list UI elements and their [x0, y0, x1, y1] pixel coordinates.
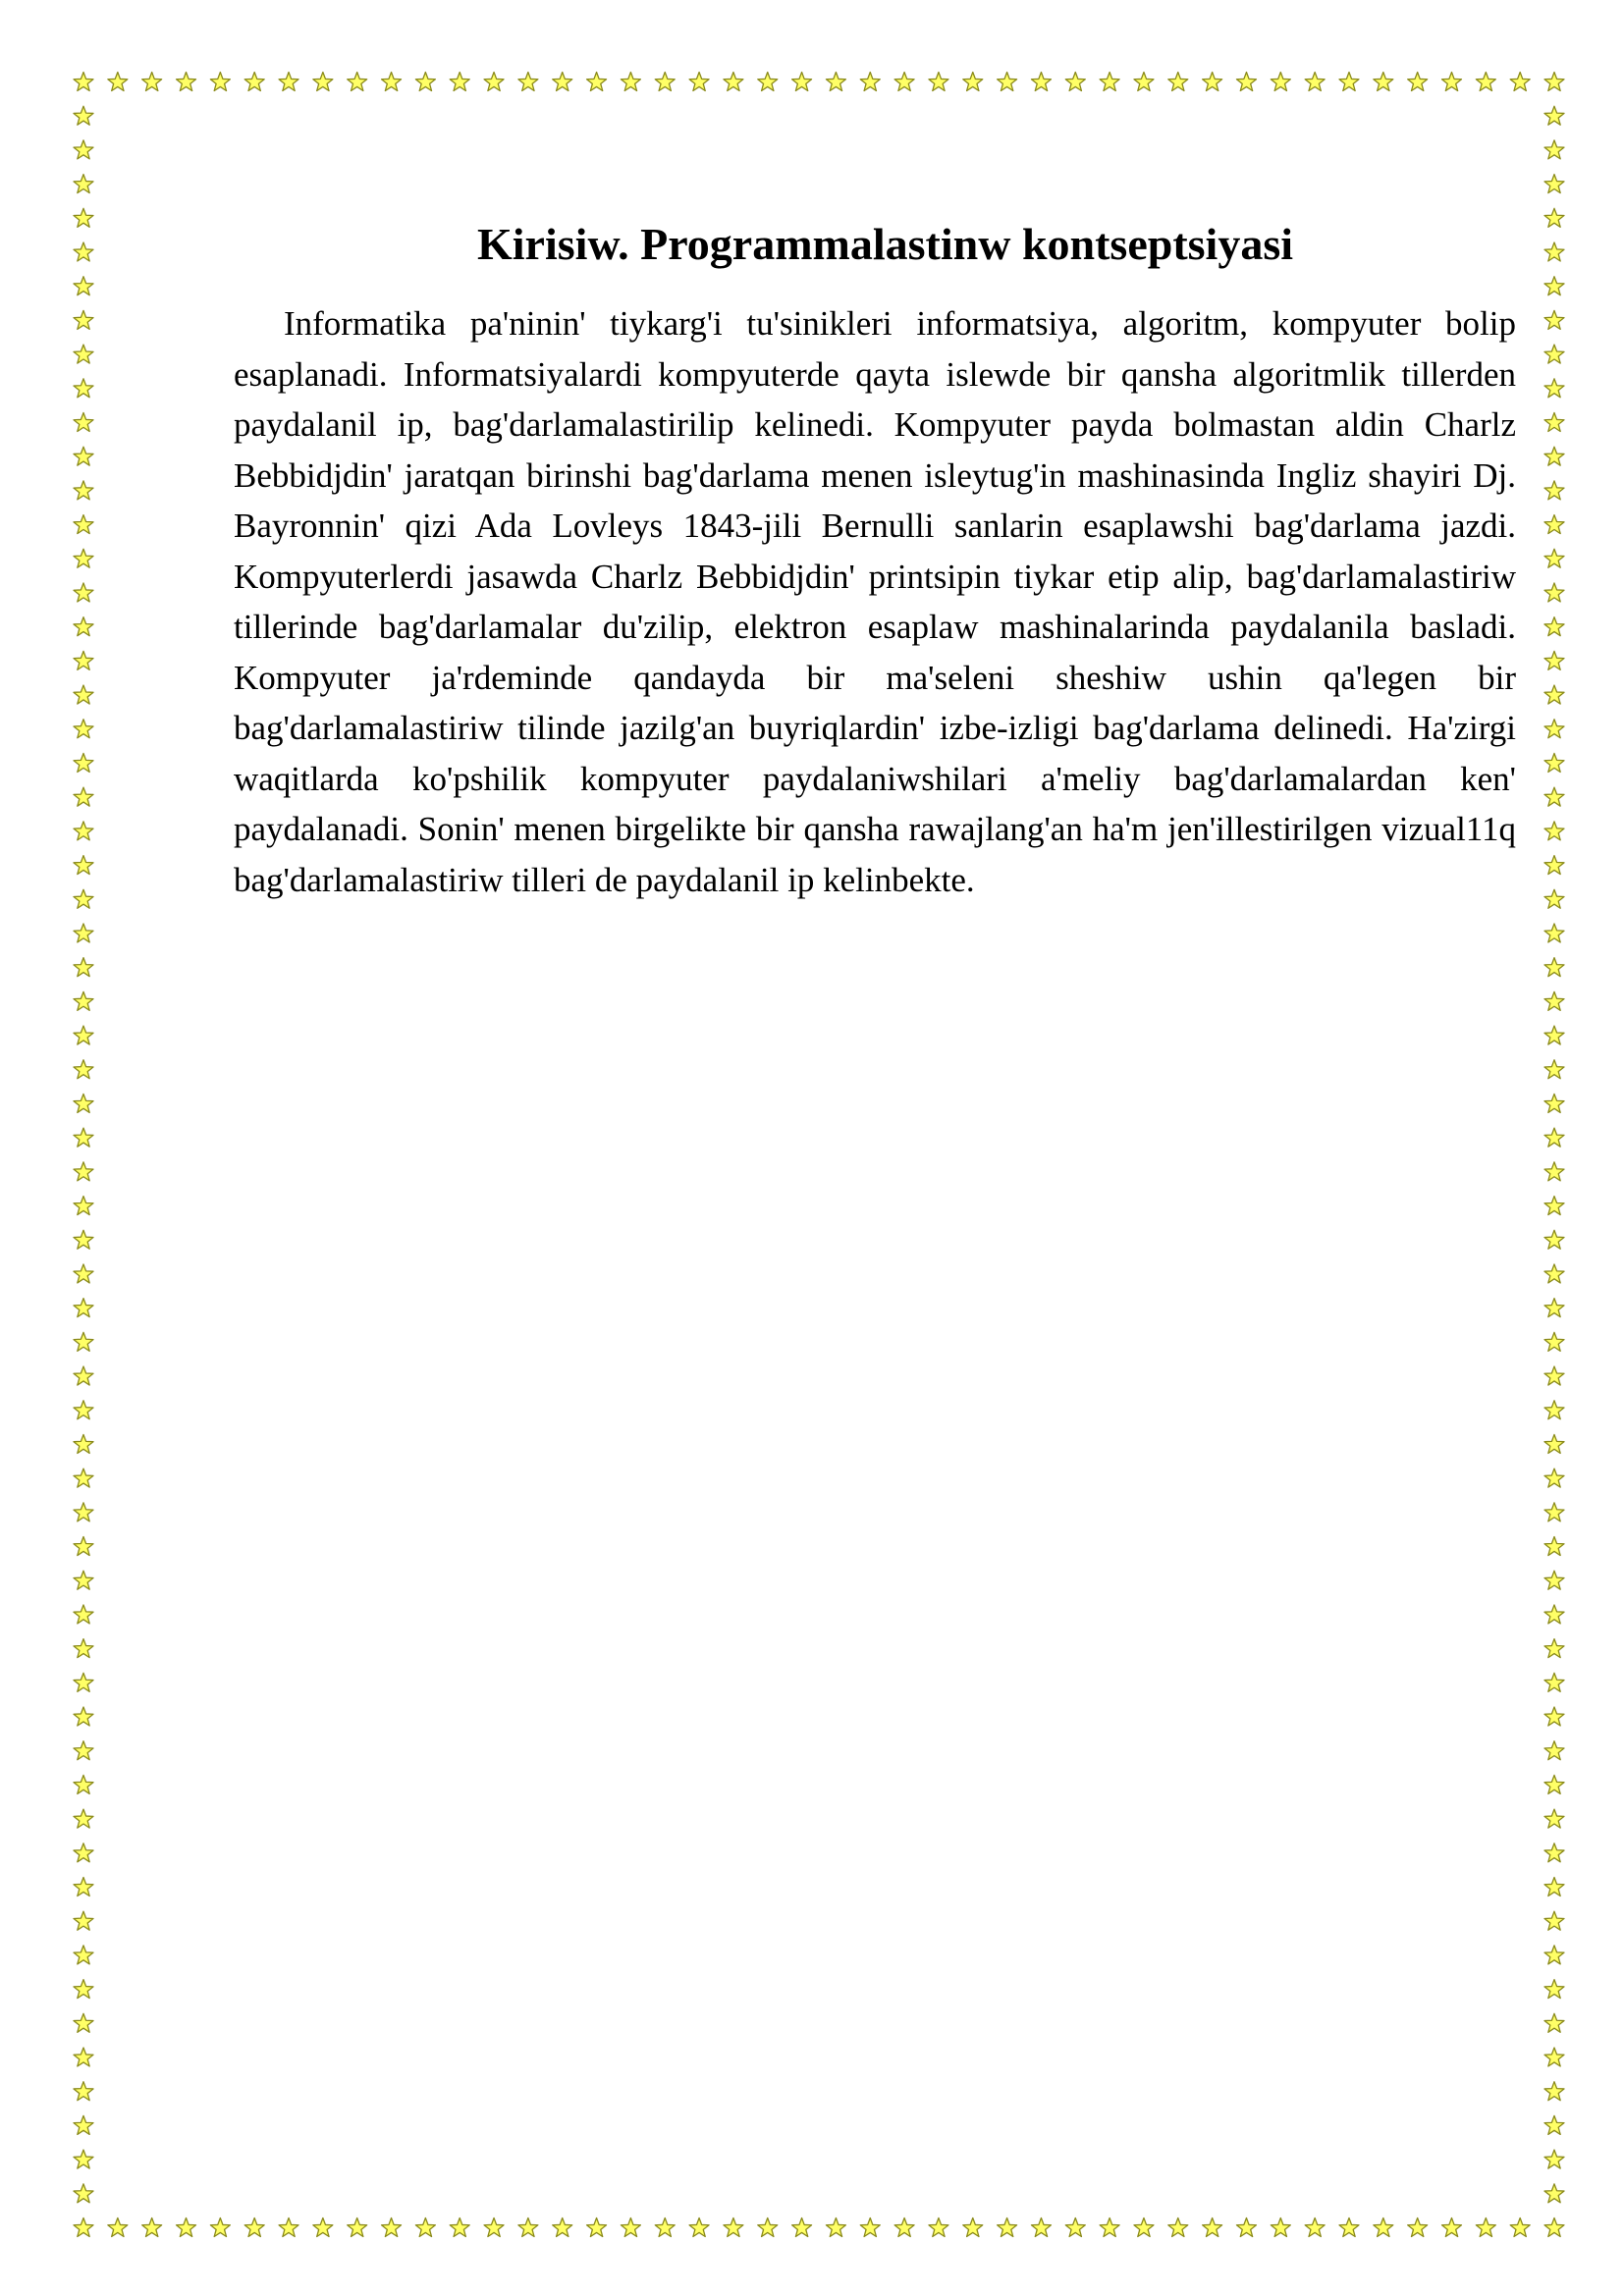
- border-star-icon: [1374, 2218, 1393, 2237]
- border-star-icon: [1442, 73, 1462, 91]
- border-star-icon: [74, 1741, 93, 1760]
- border-star-icon: [210, 2218, 230, 2237]
- border-star-icon: [74, 481, 93, 500]
- border-star-icon: [1544, 1230, 1564, 1249]
- border-star-icon: [1544, 889, 1564, 908]
- border-star-icon: [1408, 2218, 1428, 2237]
- border-star-icon: [484, 73, 504, 91]
- border-star-icon: [244, 2218, 264, 2237]
- border-star-icon: [553, 2218, 572, 2237]
- border-star-icon: [74, 787, 93, 806]
- border-star-icon: [1544, 2218, 1564, 2237]
- border-star-icon: [74, 991, 93, 1010]
- border-star-icon: [1544, 1128, 1564, 1147]
- border-star-icon: [74, 1571, 93, 1589]
- border-star-icon: [313, 73, 333, 91]
- border-star-icon: [1476, 73, 1495, 91]
- border-star-icon: [1544, 1673, 1564, 1691]
- border-star-icon: [74, 1230, 93, 1249]
- border-star-icon: [1544, 1026, 1564, 1044]
- border-star-icon: [1544, 2048, 1564, 2066]
- border-star-icon: [1544, 1503, 1564, 1522]
- border-star-icon: [74, 2082, 93, 2101]
- border-star-icon: [1544, 1537, 1564, 1556]
- border-star-icon: [74, 242, 93, 261]
- border-star-icon: [1544, 481, 1564, 500]
- border-star-icon: [1544, 447, 1564, 465]
- border-star-icon: [587, 73, 607, 91]
- border-star-icon: [1100, 2218, 1119, 2237]
- border-star-icon: [1544, 856, 1564, 875]
- border-star-icon: [1544, 1401, 1564, 1419]
- border-star-icon: [1544, 1639, 1564, 1658]
- border-star-icon: [74, 822, 93, 840]
- border-star-icon: [1544, 583, 1564, 602]
- border-star-icon: [1544, 73, 1564, 91]
- border-star-icon: [724, 73, 743, 91]
- border-star-icon: [1544, 991, 1564, 1010]
- border-star-icon: [1544, 2082, 1564, 2101]
- border-star-icon: [484, 2218, 504, 2237]
- border-star-icon: [74, 2184, 93, 2203]
- border-star-icon: [74, 1503, 93, 1522]
- border-star-icon: [74, 1434, 93, 1453]
- border-star-icon: [1544, 1878, 1564, 1896]
- border-star-icon: [1544, 958, 1564, 977]
- border-star-icon: [1544, 2150, 1564, 2168]
- border-star-icon: [826, 73, 845, 91]
- border-star-icon: [1134, 2218, 1154, 2237]
- border-star-icon: [1339, 73, 1359, 91]
- border-star-icon: [74, 2150, 93, 2168]
- border-star-icon: [74, 1332, 93, 1351]
- border-star-icon: [74, 1673, 93, 1691]
- border-star-icon: [74, 175, 93, 193]
- border-star-icon: [963, 2218, 983, 2237]
- border-star-icon: [1031, 73, 1051, 91]
- border-star-icon: [1510, 2218, 1530, 2237]
- border-star-icon: [1271, 73, 1290, 91]
- border-star-icon: [1203, 73, 1222, 91]
- border-star-icon: [1544, 1775, 1564, 1793]
- border-star-icon: [244, 73, 264, 91]
- border-star-icon: [74, 2013, 93, 2032]
- border-star-icon: [1544, 140, 1564, 159]
- border-star-icon: [1544, 1366, 1564, 1385]
- border-star-icon: [826, 2218, 845, 2237]
- border-star-icon: [74, 617, 93, 636]
- border-star-icon: [382, 73, 402, 91]
- border-star-icon: [1031, 2218, 1051, 2237]
- border-star-icon: [621, 2218, 640, 2237]
- border-star-icon: [1544, 1980, 1564, 1999]
- border-star-icon: [74, 549, 93, 567]
- border-star-icon: [450, 73, 469, 91]
- border-star-icon: [1544, 412, 1564, 431]
- border-star-icon: [74, 515, 93, 534]
- border-star-icon: [74, 1639, 93, 1658]
- border-star-icon: [1544, 685, 1564, 704]
- border-star-icon: [1134, 73, 1154, 91]
- border-star-icon: [1544, 1571, 1564, 1589]
- border-star-icon: [74, 1605, 93, 1624]
- border-star-icon: [74, 1809, 93, 1828]
- border-star-icon: [210, 73, 230, 91]
- border-star-icon: [415, 73, 435, 91]
- border-star-icon: [1544, 549, 1564, 567]
- border-star-icon: [279, 73, 298, 91]
- border-star-icon: [74, 1537, 93, 1556]
- border-star-icon: [1271, 2218, 1290, 2237]
- border-star-icon: [74, 753, 93, 772]
- border-star-icon: [74, 1980, 93, 1999]
- border-star-icon: [1544, 1434, 1564, 1453]
- border-star-icon: [1374, 73, 1393, 91]
- border-star-icon: [74, 140, 93, 159]
- border-star-icon: [1544, 2013, 1564, 2032]
- border-star-icon: [74, 2115, 93, 2134]
- border-star-icon: [553, 73, 572, 91]
- border-star-icon: [1544, 753, 1564, 772]
- border-star-icon: [74, 1468, 93, 1487]
- border-star-icon: [1065, 2218, 1085, 2237]
- border-star-icon: [1544, 1946, 1564, 1964]
- border-star-icon: [724, 2218, 743, 2237]
- border-star-icon: [1339, 2218, 1359, 2237]
- border-star-icon: [108, 2218, 128, 2237]
- border-star-icon: [1544, 1707, 1564, 1726]
- border-star-icon: [382, 2218, 402, 2237]
- border-star-icon: [1442, 2218, 1462, 2237]
- border-star-icon: [1544, 1197, 1564, 1215]
- border-star-icon: [74, 412, 93, 431]
- border-star-icon: [518, 2218, 538, 2237]
- border-star-icon: [74, 1946, 93, 1964]
- border-star-icon: [74, 1843, 93, 1862]
- border-star-icon: [1544, 720, 1564, 738]
- border-star-icon: [108, 73, 128, 91]
- border-star-icon: [1544, 1264, 1564, 1283]
- border-star-icon: [963, 73, 983, 91]
- border-star-icon: [655, 2218, 675, 2237]
- border-star-icon: [74, 889, 93, 908]
- body-paragraph: Informatika pa'ninin' tiykarg'i tu'sinikleri informatsiya, algoritm, kompyuter bolip esaplanadi. Informatsiyalardi kompyuterde qayta islewde bir qansha algoritmlik tillerden paydalanil ip, bag'darlamalastirilip kelinedi. Kompyuter payda bolmastan aldin Charlz Bebbidjdin' jaratqan birinshi bag'darlama menen isleytug'in mashinasinda Ingliz shayiri Dj. Bayronnin' qizi Ada Lovleys 1843-jili Bernulli sanlarin esaplawshi bag'darlama jazdi. Kompyuterlerdi jasawda Charlz Bebbidjdin' printsipin tiykar etip alip, bag'darlamalastiriw tillerinde bag'darlamalar du'zilip, elektron esaplaw mashinalarinda paydalanila basladi. Kompyuter ja'rdeminde qandayda bir ma'seleni sheshiw ushin qa'legen bir bag'darlamalastiriw tilinde jazilg'an buyriqlardin' izbe-izligi bag'darlama delinedi. Ha'zirgi waqitlarda ko'pshilik kompyuter paydalaniwshilari a'meliy bag'darlamalardan ken' paydalanadi. Sonin' menen birgelikte bir qansha rawajlang'an ha'm jen'illestirilgen vizual11q bag'darlamalastiriw tilleri de paydalanil ip kelinbekte.: [234, 304, 1516, 899]
- border-star-icon: [74, 1094, 93, 1112]
- border-star-icon: [74, 856, 93, 875]
- border-star-icon: [74, 208, 93, 227]
- border-star-icon: [1544, 1094, 1564, 1112]
- border-star-icon: [177, 2218, 196, 2237]
- border-star-icon: [1305, 2218, 1325, 2237]
- border-star-icon: [1236, 2218, 1256, 2237]
- border-star-icon: [860, 73, 880, 91]
- border-star-icon: [74, 2218, 93, 2237]
- border-star-icon: [74, 277, 93, 295]
- border-star-icon: [74, 1299, 93, 1317]
- border-star-icon: [1544, 1605, 1564, 1624]
- border-star-icon: [450, 2218, 469, 2237]
- border-star-icon: [894, 2218, 914, 2237]
- border-star-icon: [74, 583, 93, 602]
- border-star-icon: [1544, 106, 1564, 125]
- border-star-icon: [689, 2218, 709, 2237]
- border-star-icon: [74, 1366, 93, 1385]
- border-star-icon: [1544, 2184, 1564, 2203]
- border-star-icon: [1544, 2115, 1564, 2134]
- border-star-icon: [348, 2218, 367, 2237]
- border-star-icon: [998, 2218, 1017, 2237]
- border-star-icon: [74, 1775, 93, 1793]
- border-star-icon: [74, 1911, 93, 1930]
- border-star-icon: [792, 73, 812, 91]
- border-star-icon: [74, 1878, 93, 1896]
- border-star-icon: [74, 73, 93, 91]
- border-star-icon: [74, 2048, 93, 2066]
- border-star-icon: [792, 2218, 812, 2237]
- border-star-icon: [1168, 73, 1188, 91]
- border-star-icon: [1544, 277, 1564, 295]
- border-star-icon: [74, 1128, 93, 1147]
- border-star-icon: [1544, 1468, 1564, 1487]
- border-star-icon: [1476, 2218, 1495, 2237]
- border-star-icon: [1544, 175, 1564, 193]
- border-star-icon: [74, 1026, 93, 1044]
- border-star-icon: [1236, 73, 1256, 91]
- border-star-icon: [1544, 617, 1564, 636]
- border-star-icon: [74, 651, 93, 669]
- border-star-icon: [1544, 310, 1564, 329]
- border-star-icon: [1544, 924, 1564, 942]
- border-star-icon: [758, 2218, 778, 2237]
- border-star-icon: [74, 447, 93, 465]
- border-star-icon: [74, 1401, 93, 1419]
- border-star-icon: [74, 1707, 93, 1726]
- border-star-icon: [142, 73, 162, 91]
- border-star-icon: [1168, 2218, 1188, 2237]
- border-star-icon: [1544, 787, 1564, 806]
- border-star-icon: [415, 2218, 435, 2237]
- border-star-icon: [1510, 73, 1530, 91]
- border-star-icon: [1544, 1843, 1564, 1862]
- border-star-icon: [689, 73, 709, 91]
- border-star-icon: [1408, 73, 1428, 91]
- border-star-icon: [860, 2218, 880, 2237]
- border-star-icon: [74, 106, 93, 125]
- border-star-icon: [1544, 1332, 1564, 1351]
- border-star-icon: [142, 2218, 162, 2237]
- border-star-icon: [1544, 1162, 1564, 1181]
- border-star-icon: [758, 73, 778, 91]
- border-star-icon: [1544, 1299, 1564, 1317]
- border-star-icon: [74, 310, 93, 329]
- border-star-icon: [1305, 73, 1325, 91]
- border-star-icon: [74, 379, 93, 398]
- border-star-icon: [1544, 651, 1564, 669]
- border-star-icon: [1544, 1911, 1564, 1930]
- border-star-icon: [929, 2218, 948, 2237]
- border-star-icon: [1544, 345, 1564, 363]
- border-star-icon: [1544, 1741, 1564, 1760]
- border-star-icon: [894, 73, 914, 91]
- border-star-icon: [1544, 1809, 1564, 1828]
- border-star-icon: [313, 2218, 333, 2237]
- border-star-icon: [1544, 515, 1564, 534]
- document-title: Kirisiw. Programmalastinw kontseptsiyasi: [477, 219, 1294, 269]
- border-star-icon: [1203, 2218, 1222, 2237]
- border-star-icon: [998, 73, 1017, 91]
- border-star-icon: [74, 1197, 93, 1215]
- border-star-icon: [348, 73, 367, 91]
- border-star-icon: [621, 73, 640, 91]
- border-star-icon: [74, 685, 93, 704]
- border-star-icon: [655, 73, 675, 91]
- border-star-icon: [74, 924, 93, 942]
- border-star-icon: [929, 73, 948, 91]
- border-star-icon: [74, 1162, 93, 1181]
- border-star-icon: [74, 720, 93, 738]
- border-star-icon: [74, 1060, 93, 1079]
- border-star-icon: [1544, 379, 1564, 398]
- border-star-icon: [177, 73, 196, 91]
- border-star-icon: [587, 2218, 607, 2237]
- border-star-icon: [1100, 73, 1119, 91]
- border-star-icon: [279, 2218, 298, 2237]
- border-star-icon: [1065, 73, 1085, 91]
- border-star-icon: [1544, 1060, 1564, 1079]
- border-star-icon: [74, 1264, 93, 1283]
- border-star-icon: [518, 73, 538, 91]
- border-star-icon: [74, 958, 93, 977]
- border-star-icon: [1544, 822, 1564, 840]
- border-star-icon: [74, 345, 93, 363]
